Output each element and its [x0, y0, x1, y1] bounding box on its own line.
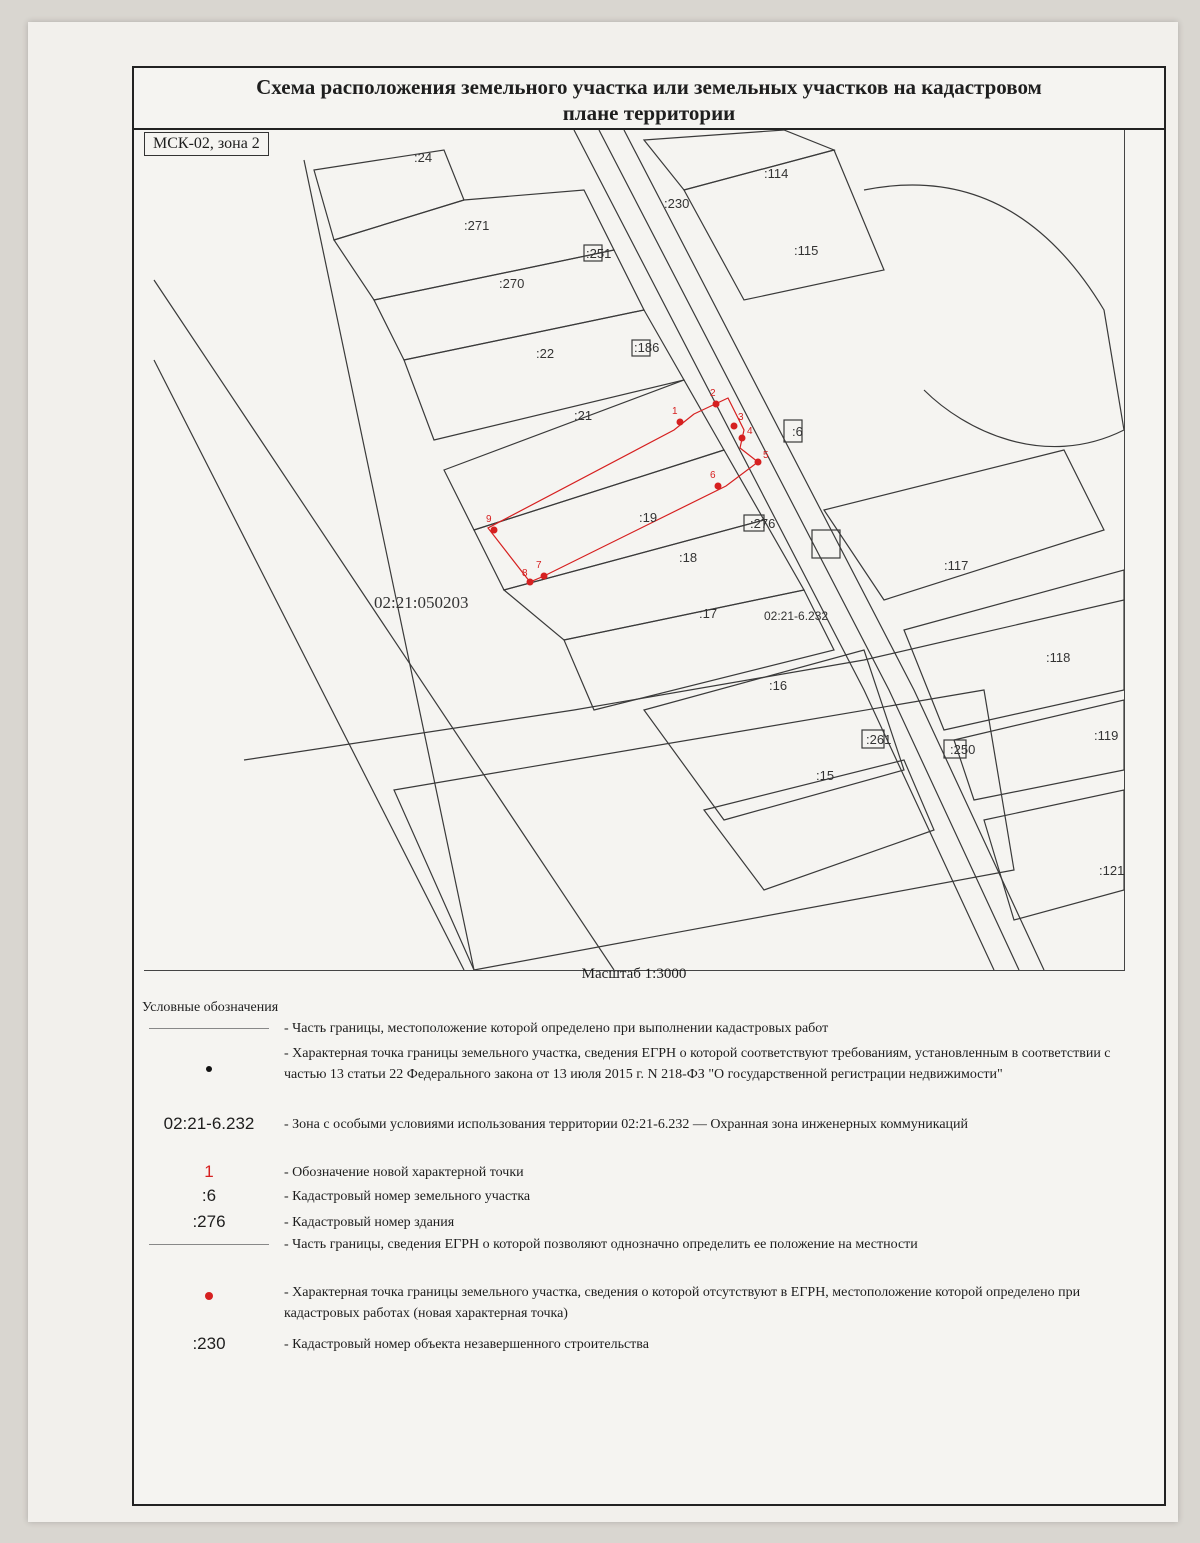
- diagonal-line: [154, 280, 614, 970]
- point-7: [541, 573, 548, 580]
- map-scale: Масштаб 1:3000: [581, 966, 687, 982]
- zone-label: 02:21-6.232: [764, 609, 829, 623]
- point-5: [755, 459, 762, 466]
- point-8: [527, 579, 534, 586]
- point-4: [739, 435, 746, 442]
- point-6: [715, 483, 722, 490]
- parcel-24: [314, 150, 464, 240]
- point-label-8: 8: [522, 568, 528, 579]
- diagonal-line-2: [154, 360, 464, 970]
- parcel-118: [904, 570, 1124, 730]
- parcel-270: [374, 250, 644, 360]
- label-118: :118: [1046, 650, 1071, 665]
- title-line-2: плане территории: [562, 101, 736, 125]
- parcel-19: [474, 450, 764, 590]
- block-number: 02:21:050203: [374, 593, 469, 612]
- label-276: :276: [750, 516, 776, 531]
- point-3: [731, 423, 738, 430]
- parcel-117: [824, 450, 1104, 600]
- point-label-6: 6: [710, 470, 716, 481]
- new-boundary: [488, 398, 758, 582]
- legend-item-unfinished-object: :230 - Кадастровый номер объекта незавершенного строительства: [192, 1334, 649, 1353]
- parcel-119: [954, 700, 1124, 800]
- label-24: :24: [414, 150, 433, 165]
- legend-title: Условные обозначения: [142, 1000, 279, 1015]
- point-label-7: 7: [536, 560, 542, 571]
- point-label-9: 9: [486, 514, 492, 525]
- large-parcel: [394, 690, 1014, 970]
- point-1: [677, 419, 684, 426]
- label-117: :117: [944, 558, 969, 573]
- map-drawing: [144, 130, 1124, 970]
- label-21: :21: [574, 408, 593, 423]
- field-outline: [864, 185, 1124, 447]
- legend-item-known-boundary: - Часть границы, сведения ЕГРН о которой позволяют однозначно определить ее положение на местности: [134, 1234, 1144, 1278]
- label-261: :261: [866, 732, 892, 747]
- road-edge-left: [574, 130, 994, 970]
- label-186: :186: [634, 340, 660, 355]
- label-250: :250: [950, 742, 976, 757]
- point-9: [491, 527, 498, 534]
- coordinate-system-label: МСК-02, зона 2: [144, 132, 269, 156]
- label-22: :22: [536, 346, 555, 361]
- block-boundary-line: [304, 160, 474, 970]
- legend-item-egrn-point: - Характерная точка границы земельного участка, сведения ЕГРН о которой соответствуют требованиям, установленным в соответствии с частью 13 статьи 22 Федерального закона от 13 июля 2015 г. N 218-ФЗ "О государственной регистрации недвижимости": [134, 1043, 1144, 1109]
- label-6: :6: [792, 424, 803, 439]
- point-label-4: 4: [747, 426, 753, 437]
- parcel-18: [504, 520, 804, 640]
- label-16: :16: [769, 678, 788, 693]
- document-sheet: [28, 22, 1178, 1522]
- parcel-22: [404, 310, 684, 440]
- parcel-121: [984, 790, 1124, 920]
- label-119: :119: [1094, 728, 1119, 743]
- document-title: [134, 68, 1164, 130]
- point-2: [713, 401, 720, 408]
- parcel-271: [334, 190, 614, 300]
- parcel-114: [644, 130, 834, 190]
- label-270: :270: [499, 276, 525, 291]
- cadastral-map: [144, 130, 1125, 971]
- point-label-3: 3: [738, 412, 744, 423]
- red-point-symbol: [205, 1292, 213, 1300]
- known-boundary-line-symbol: [149, 1244, 269, 1245]
- label-230: :230: [664, 196, 690, 211]
- legend-item-surveyed-boundary: - Часть границы, местоположение которой определено при выполнении кадастровых работ: [134, 1018, 1144, 1042]
- legend-item-parcel-number: :6 - Кадастровый номер земельного участка: [201, 1186, 531, 1205]
- black-point-symbol: [206, 1066, 212, 1072]
- label-121: :121: [1099, 863, 1124, 878]
- label-15: :15: [816, 768, 835, 783]
- label-115: :115: [794, 243, 819, 258]
- label-271: :271: [464, 218, 490, 233]
- legend-item-new-point: - Характерная точка границы земельного участка, сведения о которой отсутствуют в ЕГРН, местоположение которой определено при кадастровых работах (новая характерная точка): [134, 1282, 1144, 1326]
- legend-item-building-number: :276 - Кадастровый номер здания: [192, 1212, 455, 1231]
- point-label-2: 2: [710, 388, 716, 399]
- scheme-frame: [132, 66, 1166, 1506]
- point-label-1: 1: [672, 406, 678, 417]
- title-line-1: Схема расположения земельного участка или земельных участков на кадастровом: [256, 75, 1042, 99]
- label-251: :251: [586, 246, 612, 261]
- legend-item-zone: 02:21-6.232 - Зона с особыми условиями использования территории 02:21-6.232 — Охранная зона инженерных коммуникаций: [163, 1114, 969, 1133]
- road-crossing-box: [812, 530, 840, 558]
- point-label-5: 5: [763, 450, 769, 461]
- surveyed-boundary-line-symbol: [149, 1028, 269, 1029]
- label-114: :114: [764, 166, 789, 181]
- label-19: :19: [639, 510, 658, 525]
- label-18: :18: [679, 550, 698, 565]
- legend-item-new-point-label: 1 - Обозначение новой характерной точки: [204, 1162, 524, 1181]
- label-17: :17: [699, 606, 718, 621]
